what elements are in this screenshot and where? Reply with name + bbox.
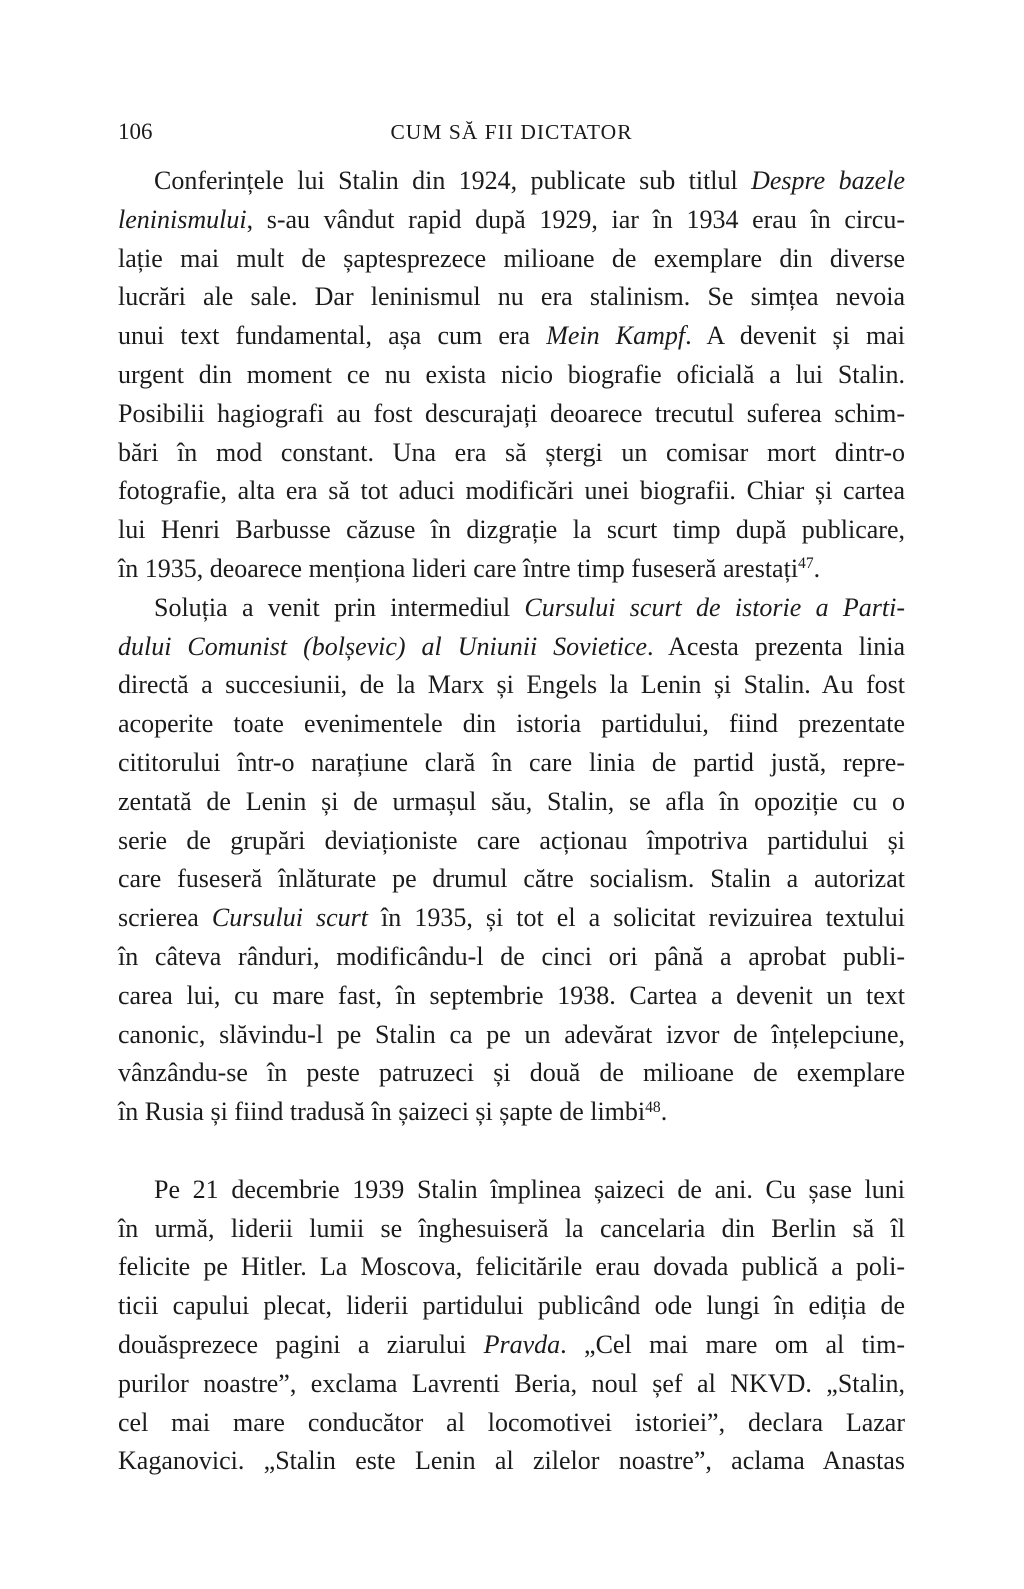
line-text: purilor noastre”, exclama Lavrenti Beria, noul șef al NKVD. „Stalin, xyxy=(118,1368,905,1398)
text-line xyxy=(118,1171,905,1210)
text-line xyxy=(118,1404,905,1443)
italic-text: Pravda xyxy=(483,1329,561,1359)
line-text: carea lui, cu mare fast, în septembrie 1938. Cartea a devenit un text xyxy=(118,980,905,1010)
text-line xyxy=(118,1365,905,1404)
text-line xyxy=(118,1210,905,1249)
text-line xyxy=(118,550,905,589)
text-line xyxy=(118,1093,905,1132)
text-line xyxy=(118,1442,905,1481)
line-text: care fuseseră înlăturate pe drumul către socialism. Stalin a autorizat xyxy=(118,864,905,894)
text-line xyxy=(118,511,905,550)
line-text: bări în mod constant. Una era să ștergi un comisar mort dintr-o xyxy=(118,437,905,467)
line-text: canonic, slăvindu-l pe Stalin ca pe un adevărat izvor de înțelepciune, xyxy=(118,1019,905,1049)
line-text: Soluția a venit prin intermediul Cursului scurt de istorie a Parti- xyxy=(154,592,905,622)
text-line xyxy=(118,977,905,1016)
italic-text: Cursului scurt de istorie a Parti- xyxy=(524,592,905,622)
line-text: scrierea Cursului scurt în 1935, și tot el a solicitat revizuirea textului xyxy=(118,903,905,933)
line-text: Posibilii hagiografi au fost descurajați deoarece trecutul suferea schim- xyxy=(118,398,905,428)
line-text: lucrări ale sale. Dar leninismul nu era stalinism. Se simțea nevoia xyxy=(118,282,905,312)
italic-text: dului Comunist (bolșevic) al Uniunii Sovietice xyxy=(118,631,648,661)
line-text: serie de grupări deviaționiste care acționau împotriva partidului și xyxy=(118,825,905,855)
line-text: unui text fundamental, așa cum era Mein Kampf. A devenit și mai xyxy=(118,321,905,351)
running-title: CUM SĂ FII DICTATOR xyxy=(390,120,633,144)
line-text: în câteva rânduri, modificându-l de cinci ori până a aprobat publi- xyxy=(118,941,905,971)
text-line xyxy=(118,822,905,861)
text-line xyxy=(118,162,905,201)
text-line xyxy=(118,1054,905,1093)
text-line xyxy=(118,938,905,977)
text-line xyxy=(118,589,905,628)
text-line xyxy=(118,278,905,317)
line-text: Conferințele lui Stalin din 1924, publicate sub titlul Despre bazele xyxy=(154,166,905,195)
text-line xyxy=(118,201,905,240)
line-text: acoperite toate evenimentele din istoria partidului, fiind prezentate xyxy=(118,709,905,739)
text-line xyxy=(118,240,905,279)
text-line xyxy=(118,472,905,511)
line-text: Pe 21 decembrie 1939 Stalin împlinea șaizeci de ani. Cu șase luni xyxy=(154,1174,905,1204)
line-text: zentată de Lenin și de urmașul său, Stalin, se afla în opoziție cu o xyxy=(118,786,905,816)
line-text: felicite pe Hitler. La Moscova, felicitările erau dovada publică a poli- xyxy=(118,1252,905,1282)
text-line xyxy=(118,434,905,473)
text-line xyxy=(118,899,905,938)
line-text: dului Comunist (bolșevic) al Uniunii Sovietice. Acesta prezenta linia xyxy=(118,631,905,661)
page-body xyxy=(118,162,905,1481)
text-line xyxy=(118,1287,905,1326)
line-text: în Rusia și fiind tradusă în șaizeci și șapte de limbi$^{48}$. xyxy=(118,1097,668,1127)
text-line xyxy=(118,628,905,667)
text-line xyxy=(118,1326,905,1365)
page-header xyxy=(118,116,905,148)
text-line xyxy=(118,705,905,744)
line-text: cititorului într-o narațiune clară în care linia de partid justă, repre- xyxy=(118,747,905,777)
paragraph xyxy=(118,1171,905,1481)
line-text: în 1935, deoarece menționa lideri care între timp fuseseră arestați$^{47}$. xyxy=(118,553,821,583)
line-text: vânzându-se în peste patruzeci și două de milioane de exemplare xyxy=(118,1058,905,1088)
text-line xyxy=(118,744,905,783)
text-line xyxy=(118,1248,905,1287)
text-line xyxy=(118,317,905,356)
text-line xyxy=(118,783,905,822)
italic-text: Despre bazele xyxy=(751,166,905,195)
text-line xyxy=(118,395,905,434)
paragraph xyxy=(118,589,905,1132)
footnote-ref: 47 xyxy=(798,555,814,573)
page-number: 106 xyxy=(118,119,153,144)
italic-text: Cursului scurt xyxy=(211,903,368,933)
line-text: directă a succesiunii, de la Marx și Engels la Lenin și Stalin. Au fost xyxy=(118,670,905,700)
line-text: Kaganovici. „Stalin este Lenin al zilelor noastre”, aclama Anastas xyxy=(118,1446,905,1476)
italic-text: Mein Kampf xyxy=(546,321,686,351)
italic-text: leninismului xyxy=(118,204,247,234)
line-text: în urmă, liderii lumii se înghesuiseră la cancelaria din Berlin să îl xyxy=(118,1213,905,1243)
footnote-ref: 48 xyxy=(645,1098,661,1116)
line-text: ticii capului plecat, liderii partidului publicând ode lungi în ediția de xyxy=(118,1291,905,1321)
line-text: urgent din moment ce nu exista nicio biografie oficială a lui Stalin. xyxy=(118,359,905,389)
text-line xyxy=(118,1016,905,1055)
line-text: douăsprezece pagini a ziarului Pravda. „Cel mai mare om al tim- xyxy=(118,1329,905,1359)
line-text: lui Henri Barbusse căzuse în dizgrație la scurt timp după publicare, xyxy=(118,515,905,545)
paragraph xyxy=(118,162,905,589)
text-line xyxy=(118,666,905,705)
line-text: fotografie, alta era să tot aduci modificări unei biografii. Chiar și cartea xyxy=(118,476,905,506)
line-text: cel mai mare conducător al locomotivei istoriei”, declara Lazar xyxy=(118,1407,905,1437)
line-text: leninismului, s-au vândut rapid după 1929, iar în 1934 erau în circu- xyxy=(118,204,905,234)
text-line xyxy=(118,860,905,899)
line-text: lație mai mult de șaptesprezece milioane de exemplare din diverse xyxy=(118,243,905,273)
text-line xyxy=(118,356,905,395)
